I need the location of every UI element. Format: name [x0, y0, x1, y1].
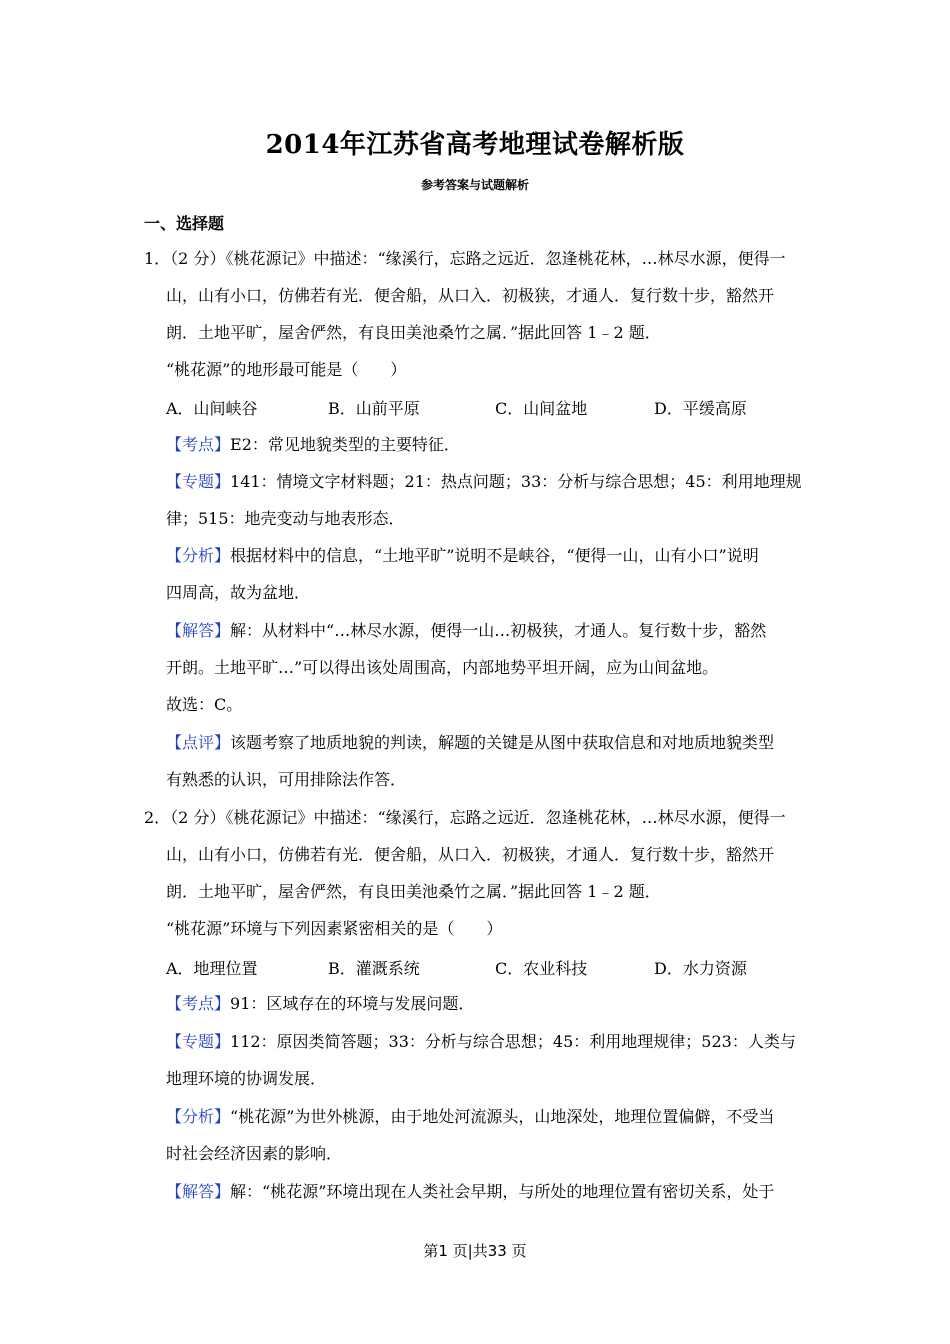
q1-jieda: [166, 620, 766, 642]
jieda-text: 解：从材料中“…林尽水源，便得一山…初极狭，才通人。复行数十步，豁然: [230, 621, 767, 640]
zhuanti-text: 112：原因类简答题；33：分析与综合思想；45：利用地理规律；523：人类与: [230, 1032, 796, 1051]
q1-stem-line-2: 山，山有小口，仿佛若有光．便舍船，从口入．初极狭，才通人．复行数十步，豁然开: [166, 286, 775, 305]
dianping-tag: 【点评】: [166, 733, 231, 752]
q1-fenxi: [166, 545, 759, 567]
document-subtitle: 参考答案与试题解析: [420, 178, 529, 192]
q1-answer: 故选：C。: [166, 695, 243, 714]
kaodian-tag: 【考点】: [166, 994, 231, 1013]
page-footer: 第1 页|共33 页: [423, 1242, 527, 1260]
q1-option-c: C．山间盆地: [495, 399, 588, 418]
q1-dianping-cont: 有熟悉的认识，可用排除法作答．: [166, 770, 407, 789]
q1-stem-line-1: 1．（2 分）《桃花源记》中描述：“缘溪行，忘路之远近．忽逢桃花林，…林尽水源，便得一: [144, 249, 786, 268]
q1-fenxi-cont: 四周高，故为盆地．: [166, 583, 311, 602]
q2-option-d: D．水力资源: [654, 959, 747, 978]
q1-dianping: [166, 732, 774, 754]
q2-question: “桃花源”环境与下列因素紧密相关的是（ ）: [166, 919, 503, 938]
q1-jieda-cont: 开朗。土地平旷…”可以得出该处周围高，内部地势平坦开阔，应为山间盆地。: [166, 658, 719, 677]
fenxi-text: “桃花源”为世外桃源，由于地处河流源头，山地深处，地理位置偏僻，不受当: [230, 1107, 775, 1126]
q2-fenxi: [166, 1106, 774, 1128]
q2-option-a: A．地理位置: [166, 959, 258, 978]
q1-stem-line-3: 朗．土地平旷，屋舍俨然，有良田美池桑竹之属．”据此回答 1﹣2 题．: [166, 323, 661, 342]
q1-option-d: D．平缓高原: [654, 399, 747, 418]
zhuanti-text: 141：情境文字材料题；21：热点问题；33：分析与综合思想；45：利用地理规: [230, 472, 802, 491]
jieda-tag: 【解答】: [166, 621, 231, 640]
q1-zhuanti: [166, 471, 802, 493]
q2-zhuanti: [166, 1031, 796, 1053]
q1-option-a: A．山间峡谷: [166, 399, 258, 418]
q2-kaodian: [166, 993, 474, 1015]
jieda-text: 解：“桃花源”环境出现在人类社会早期，与所处的地理位置有密切关系，处于: [230, 1182, 775, 1201]
fenxi-tag: 【分析】: [166, 546, 231, 565]
kaodian-text: E2：常见地貌类型的主要特征．: [230, 435, 460, 454]
kaodian-tag: 【考点】: [166, 435, 231, 454]
q1-question: “桃花源”的地形最可能是（ ）: [166, 360, 407, 379]
q1-kaodian: [166, 434, 460, 456]
q1-zhuanti-cont: 律；515：地壳变动与地表形态．: [166, 509, 405, 528]
q2-stem-line-1: 2．（2 分）《桃花源记》中描述：“缘溪行，忘路之远近．忽逢桃花林，…林尽水源，便得一: [144, 808, 786, 827]
q1-option-b: B．山前平原: [328, 399, 420, 418]
q2-option-c: C．农业科技: [495, 959, 588, 978]
q2-zhuanti-cont: 地理环境的协调发展．: [166, 1069, 327, 1088]
section-heading: 一、选择题: [144, 214, 225, 233]
zhuanti-tag: 【专题】: [166, 1032, 231, 1051]
jieda-tag: 【解答】: [166, 1182, 231, 1201]
dianping-text: 该题考察了地质地貌的判读，解题的关键是从图中获取信息和对地质地貌类型: [230, 733, 775, 752]
kaodian-text: 91：区域存在的环境与发展问题．: [230, 994, 475, 1013]
q2-stem-line-2: 山，山有小口，仿佛若有光．便舍船，从口入．初极狭，才通人．复行数十步，豁然开: [166, 845, 775, 864]
fenxi-tag: 【分析】: [166, 1107, 231, 1126]
q2-jieda: [166, 1181, 774, 1203]
q2-option-b: B．灌溉系统: [328, 959, 420, 978]
q2-fenxi-cont: 时社会经济因素的影响．: [166, 1144, 343, 1163]
fenxi-text: 根据材料中的信息，“土地平旷”说明不是峡谷，“便得一山，山有小口”说明: [230, 546, 759, 565]
q2-stem-line-3: 朗．土地平旷，屋舍俨然，有良田美池桑竹之属．”据此回答 1﹣2 题．: [166, 882, 661, 901]
zhuanti-tag: 【专题】: [166, 472, 231, 491]
document-title: 2014年江苏省高考地理试卷解析版: [265, 130, 685, 160]
